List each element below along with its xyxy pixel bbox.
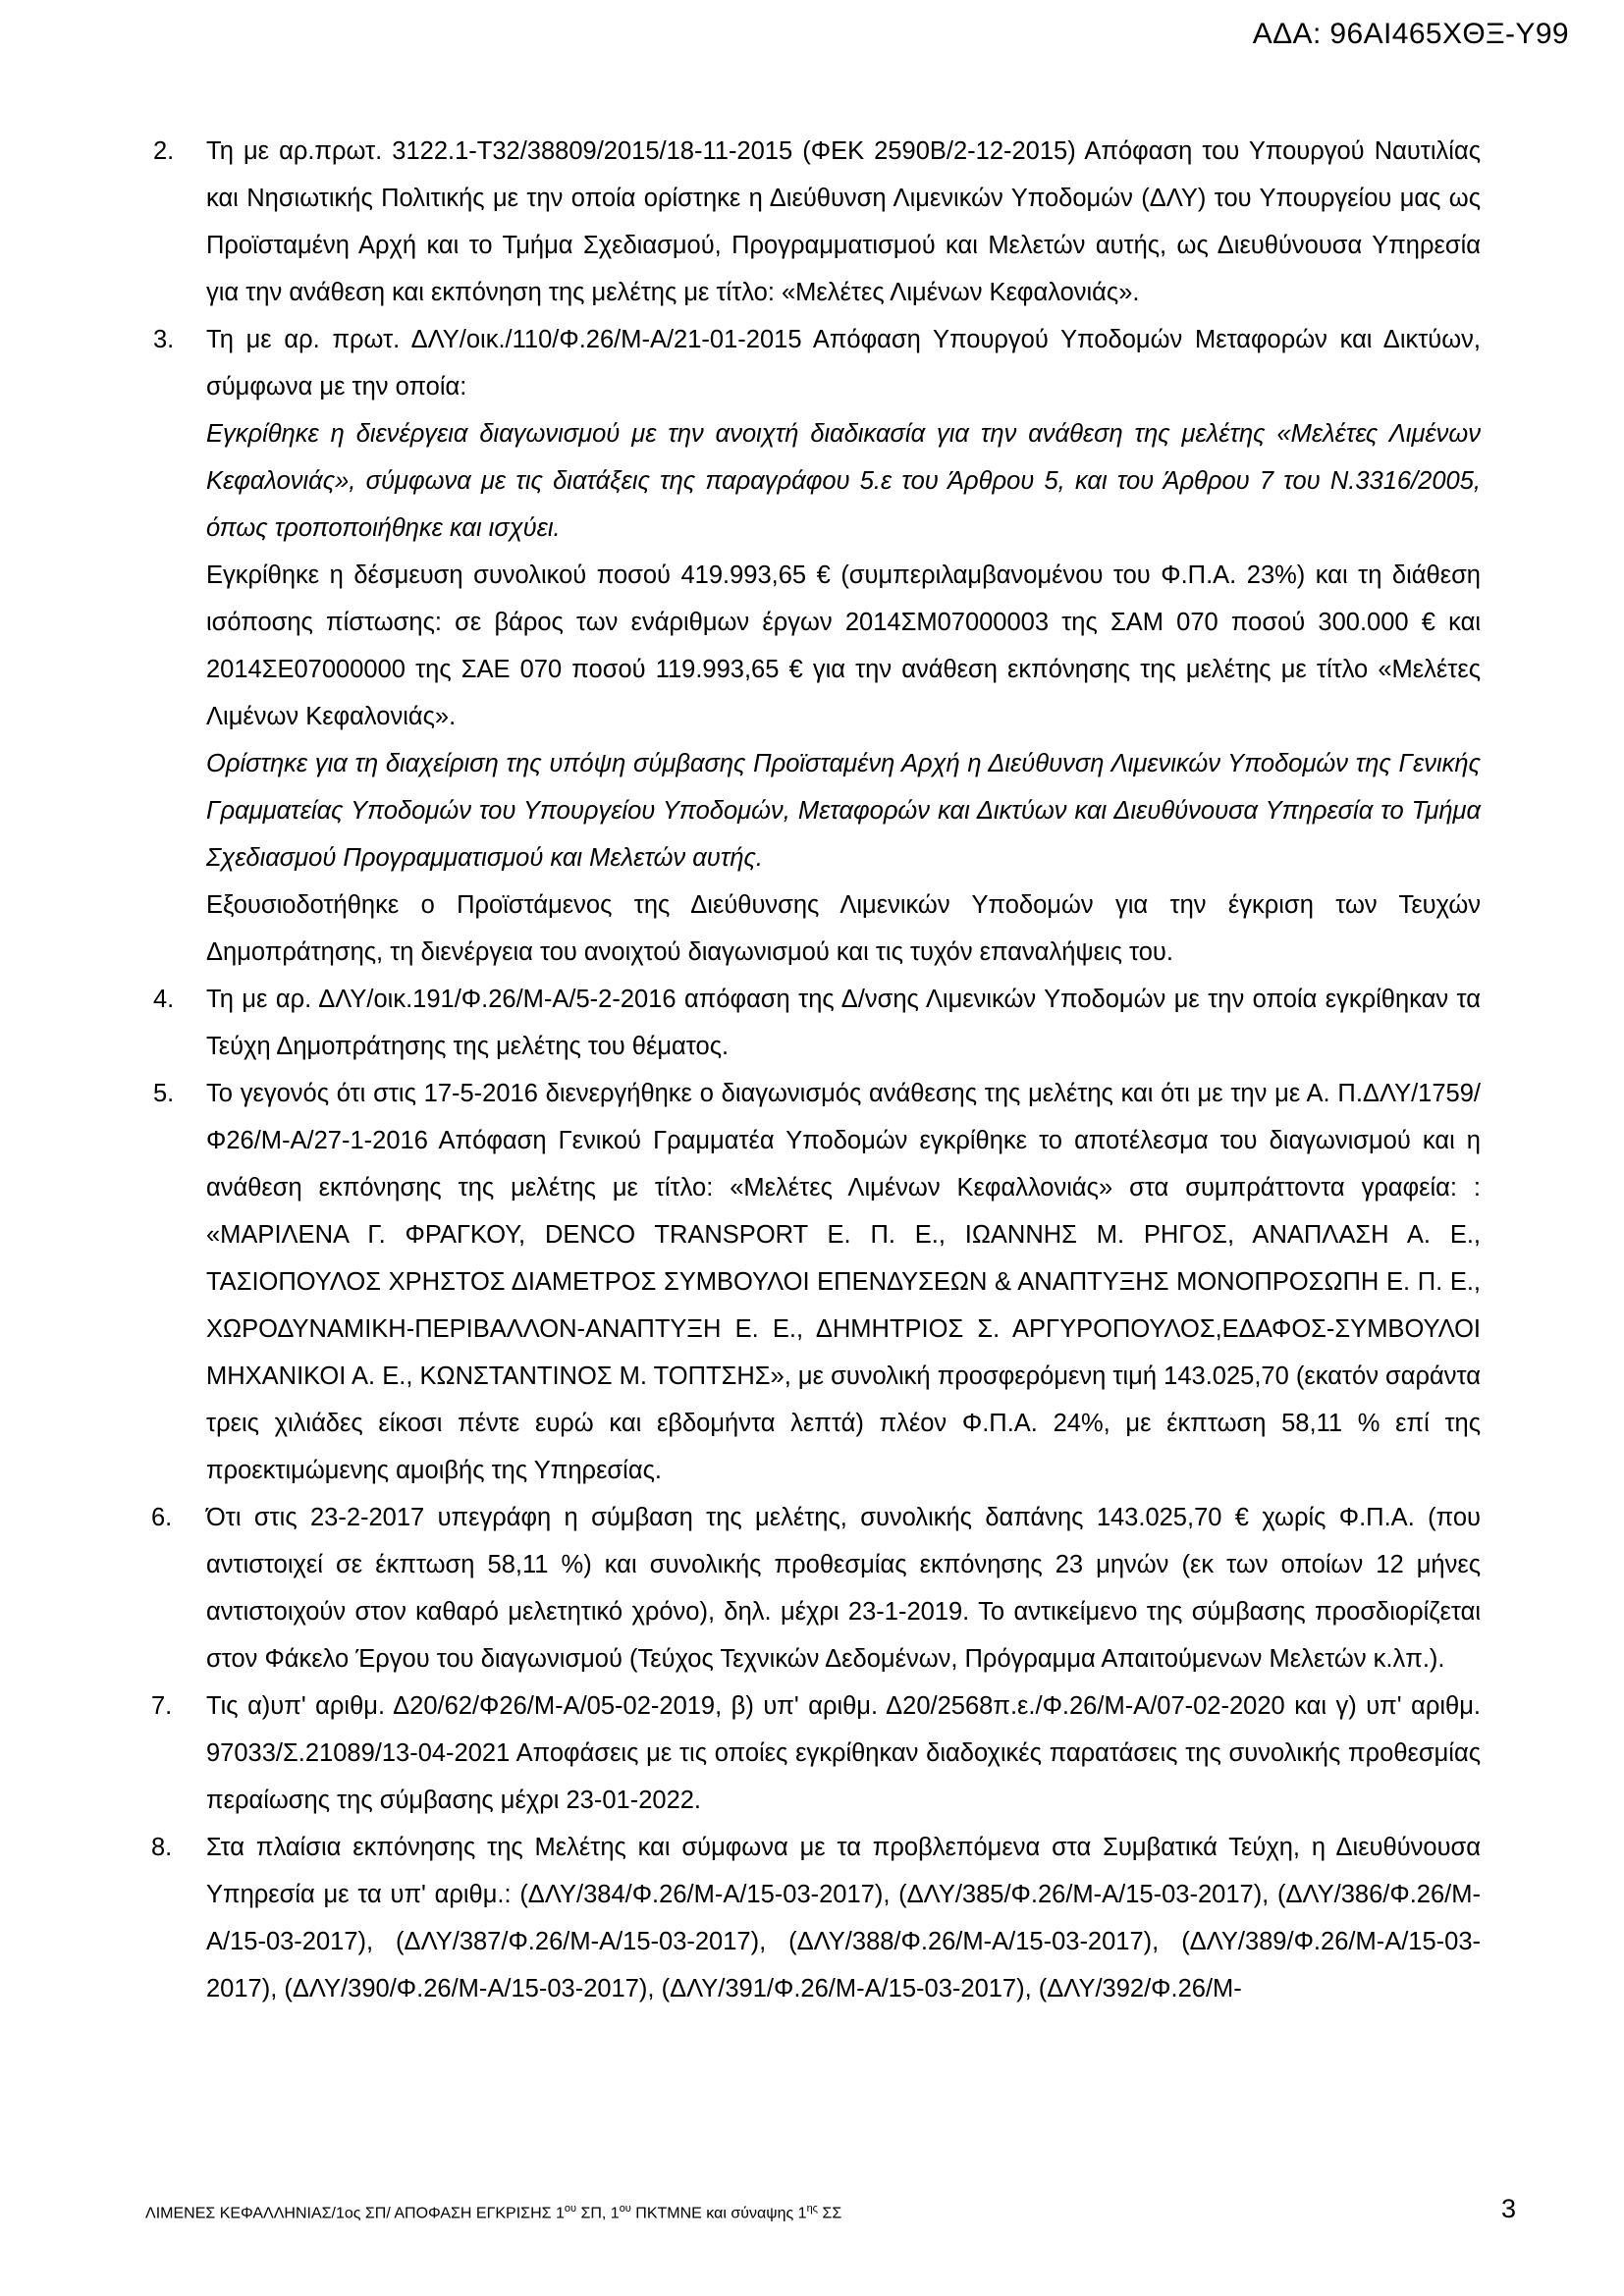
list-item: [145, 1494, 1481, 1682]
list-item: [145, 316, 1481, 976]
footer-sup-2: ου: [619, 2203, 631, 2215]
numbered-clause-list: [145, 128, 1481, 2012]
list-item: [145, 1824, 1481, 2012]
clause-paragraph: Εγκρίθηκε η δέσμευση συνολικού ποσού 419.993,65 € (συμπεριλαμβανομένου του Φ.Π.Α. 23%) και τη διάθεση ισόποσης πίστωσης: σε βάρος των ενάριθμων έργων 2014ΣΜ07000003 της ΣΑΜ 070 ποσού 300.000 € και 2014ΣΕ07000000 της ΣΑΕ 070 ποσού 119.993,65 € για την ανάθεση εκπόνησης της μελέτης με τίτλο «Μελέτες Λιμένων Κεφαλονιάς».: [206, 561, 1481, 730]
page-number: 3: [1500, 2194, 1516, 2223]
clause-paragraph: Τις α)υπ' αριθμ. Δ20/62/Φ26/Μ-Α/05-02-2019, β) υπ' αριθμ. Δ20/2568π.ε./Φ.26/Μ-Α/07-02-2020 και γ) υπ' αριθμ. 97033/Σ.21089/13-04-2021 Αποφάσεις με τις οποίες εγκρίθηκαν διαδοχικές παρατάσεις της συνολικής προθεσμίας περαίωσης της σύμβασης μέχρι 23-01-2022.: [206, 1692, 1481, 1814]
clause-paragraph: Εγκρίθηκε η διενέργεια διαγωνισμού με την ανοιχτή διαδικασία για την ανάθεση της μελέτης «Μελέτες Λιμένων Κεφαλονιάς», σύμφωνα με τις διατάξεις της παραγράφου 5.ε του Άρθρου 5, και του Άρθρου 7 του Ν.3316/2005, όπως τροποποιήθηκε και ισχύει.: [206, 420, 1481, 542]
list-item-number: 7.: [151, 1692, 173, 1720]
clause-paragraph: Το γεγονός ότι στις 17-5-2016 διενεργήθηκε ο διαγωνισμός ανάθεσης της μελέτης και ότι με την με Α. Π.ΔΛΥ/1759/Φ26/Μ-Α/27-1-2016 Απόφαση Γενικού Γραμματέα Υποδομών εγκρίθηκε το αποτέλεσμα του διαγωνισμού και η ανάθεση εκπόνησης της μελέτης με τίτλο: «Μελέτες Λιμένων Κεφαλλονιάς» στα συμπράττοντα γραφεία: : «ΜΑΡΙΛΕΝΑ Γ. ΦΡΑΓΚΟΥ, DENCO TRANSPORT Ε. Π. Ε., ΙΩΑΝΝΗΣ Μ. ΡΗΓΟΣ, ΑΝΑΠΛΑΣΗ Α. Ε., ΤΑΣΙΟΠΟΥΛΟΣ ΧΡΗΣΤΟΣ ΔΙΑΜΕΤΡΟΣ ΣΥΜΒΟΥΛΟΙ ΕΠΕΝΔΥΣΕΩΝ & ΑΝΑΠΤΥΞΗΣ ΜΟΝΟΠΡΟΣΩΠΗ Ε. Π. Ε., ΧΩΡΟΔΥΝΑΜΙΚΗ-ΠΕΡΙΒΑΛΛΟΝ-ΑΝΑΠΤΥΞΗ Ε. Ε., ΔΗΜΗΤΡΙΟΣ Σ. ΑΡΓΥΡΟΠΟΥΛΟΣ,ΕΔΑΦΟΣ-ΣΥΜΒΟΥΛΟΙ ΜΗΧΑΝΙΚΟΙ Α. Ε., ΚΩΝΣΤΑΝΤΙΝΟΣ Μ. ΤΟΠΤΣΗΣ», με συνολική προσφερόμενη τιμή 143.025,70 (εκατόν σαράντα τρεις χιλιάδες είκοσι πέντε ευρώ και εβδομήντα λεπτά) πλέον Φ.Π.Α. 24%, με έκπτωση 58,11 % επί της προεκτιμώμενης αμοιβής της Υπηρεσίας.: [206, 1080, 1481, 1484]
footer-sup-1: ου: [564, 2203, 576, 2215]
clause-paragraph: Τη με αρ. πρωτ. ΔΛΥ/οικ./110/Φ.26/Μ-Α/21-01-2015 Απόφαση Υπουργού Υποδομών Μεταφορών και Δικτύων, σύμφωνα με την οποία:: [206, 326, 1481, 400]
clause-paragraph: Τη με αρ. ΔΛΥ/οικ.191/Φ.26/Μ-Α/5-2-2016 απόφαση της Δ/νσης Λιμενικών Υποδομών με την οποία εγκρίθηκαν τα Τεύχη Δημοπράτησης της μελέτης του θέματος.: [206, 986, 1481, 1060]
list-item: [145, 1070, 1481, 1494]
footer-text-part-2: ΣΠ, 1: [576, 2205, 620, 2222]
list-item-number: 3.: [153, 326, 175, 353]
footer-text-part-3: ΠΚΤΜΝΕ και σύναψης 1: [630, 2205, 807, 2222]
list-item-number: 4.: [153, 986, 175, 1013]
list-item: [145, 976, 1481, 1070]
list-item-number: 5.: [153, 1080, 175, 1107]
list-item: [145, 1494, 1481, 2012]
clause-paragraph: Ότι στις 23-2-2017 υπεγράφη η σύμβαση της μελέτης, συνολικής δαπάνης 143.025,70 € χωρίς Φ.Π.Α. (που αντιστοιχεί σε έκπτωση 58,11 %) και συνολικής προθεσμίας εκπόνησης 23 μηνών (εκ των οποίων 12 μήνες αντιστοιχούν στον καθαρό μελετητικό χρόνο), δηλ. μέχρι 23-1-2019. Το αντικείμενο της σύμβασης προσδιορίζεται στον Φάκελο Έργου του διαγωνισμού (Τεύχος Τεχνικών Δεδομένων, Πρόγραμμα Απαιτούμενων Μελετών κ.λπ.).: [206, 1504, 1481, 1673]
ada-protocol-number: ΑΔΑ: 96ΑΙ465ΧΘΞ-Υ99: [1252, 18, 1569, 50]
clause-paragraph: Τη με αρ.πρωτ. 3122.1-Τ32/38809/2015/18-11-2015 (ΦΕΚ 2590Β/2-12-2015) Απόφαση του Υπουργού Ναυτιλίας και Νησιωτικής Πολιτικής με την οποία ορίστηκε η Διεύθυνση Λιμενικών Υποδομών (ΔΛΥ) του Υπουργείου μας ως Προϊσταμένη Αρχή και το Τμήμα Σχεδιασμού, Προγραμματισμού και Μελετών αυτής, ως Διευθύνουσα Υπηρεσία για την ανάθεση και εκπόνηση της μελέτης με τίτλο: «Μελέτες Λιμένων Κεφαλονιάς».: [206, 137, 1481, 306]
footer-reference-text: [145, 2198, 841, 2224]
page-footer: [145, 2196, 1516, 2239]
numbered-subclause-list: [145, 1494, 1481, 2012]
list-item-number: 6.: [151, 1504, 173, 1531]
footer-text-part-1: ΛΙΜΕΝΕΣ ΚΕΦΑΛΛΗΝΙΑΣ/1ος ΣΠ/ ΑΠΟΦΑΣΗ ΕΓΚΡΙΣΗΣ 1: [145, 2205, 565, 2222]
list-item-number: 8.: [151, 1834, 173, 1861]
list-item: [145, 1682, 1481, 1824]
clause-paragraph: Εξουσιοδοτήθηκε ο Προϊστάμενος της Διεύθυνσης Λιμενικών Υποδομών για την έγκριση των Τευχών Δημοπράτησης, τη διενέργεια του ανοιχτού διαγωνισμού και τις τυχόν επαναλήψεις του.: [206, 891, 1481, 966]
footer-sup-3: ης: [806, 2203, 818, 2215]
list-item-number: 2.: [153, 137, 175, 165]
document-body: [145, 128, 1481, 2012]
clause-paragraph: Στα πλαίσια εκπόνησης της Μελέτης και σύμφωνα με τα προβλεπόμενα στα Συμβατικά Τεύχη, η Διευθύνουσα Υπηρεσία με τα υπ' αριθμ.: (ΔΛΥ/384/Φ.26/Μ-Α/15-03-2017), (ΔΛΥ/385/Φ.26/Μ-Α/15-03-2017), (ΔΛΥ/386/Φ.26/Μ-Α/15-03-2017), (ΔΛΥ/387/Φ.26/Μ-Α/15-03-2017), (ΔΛΥ/388/Φ.26/Μ-Α/15-03-2017), (ΔΛΥ/389/Φ.26/Μ-Α/15-03-2017), (ΔΛΥ/390/Φ.26/Μ-Α/15-03-2017), (ΔΛΥ/391/Φ.26/Μ-Α/15-03-2017), (ΔΛΥ/392/Φ.26/Μ-: [206, 1834, 1481, 2002]
clause-paragraph: Ορίστηκε για τη διαχείριση της υπόψη σύμβασης Προϊσταμένη Αρχή η Διεύθυνση Λιμενικών Υποδομών της Γενικής Γραμματείας Υποδομών του Υπουργείου Υποδομών, Μεταφορών και Δικτύων και Διευθύνουσα Υπηρεσία το Τμήμα Σχεδιασμού Προγραμματισμού και Μελετών αυτής.: [206, 750, 1481, 872]
list-item: [145, 128, 1481, 316]
footer-text-part-4: ΣΣ: [817, 2205, 842, 2222]
